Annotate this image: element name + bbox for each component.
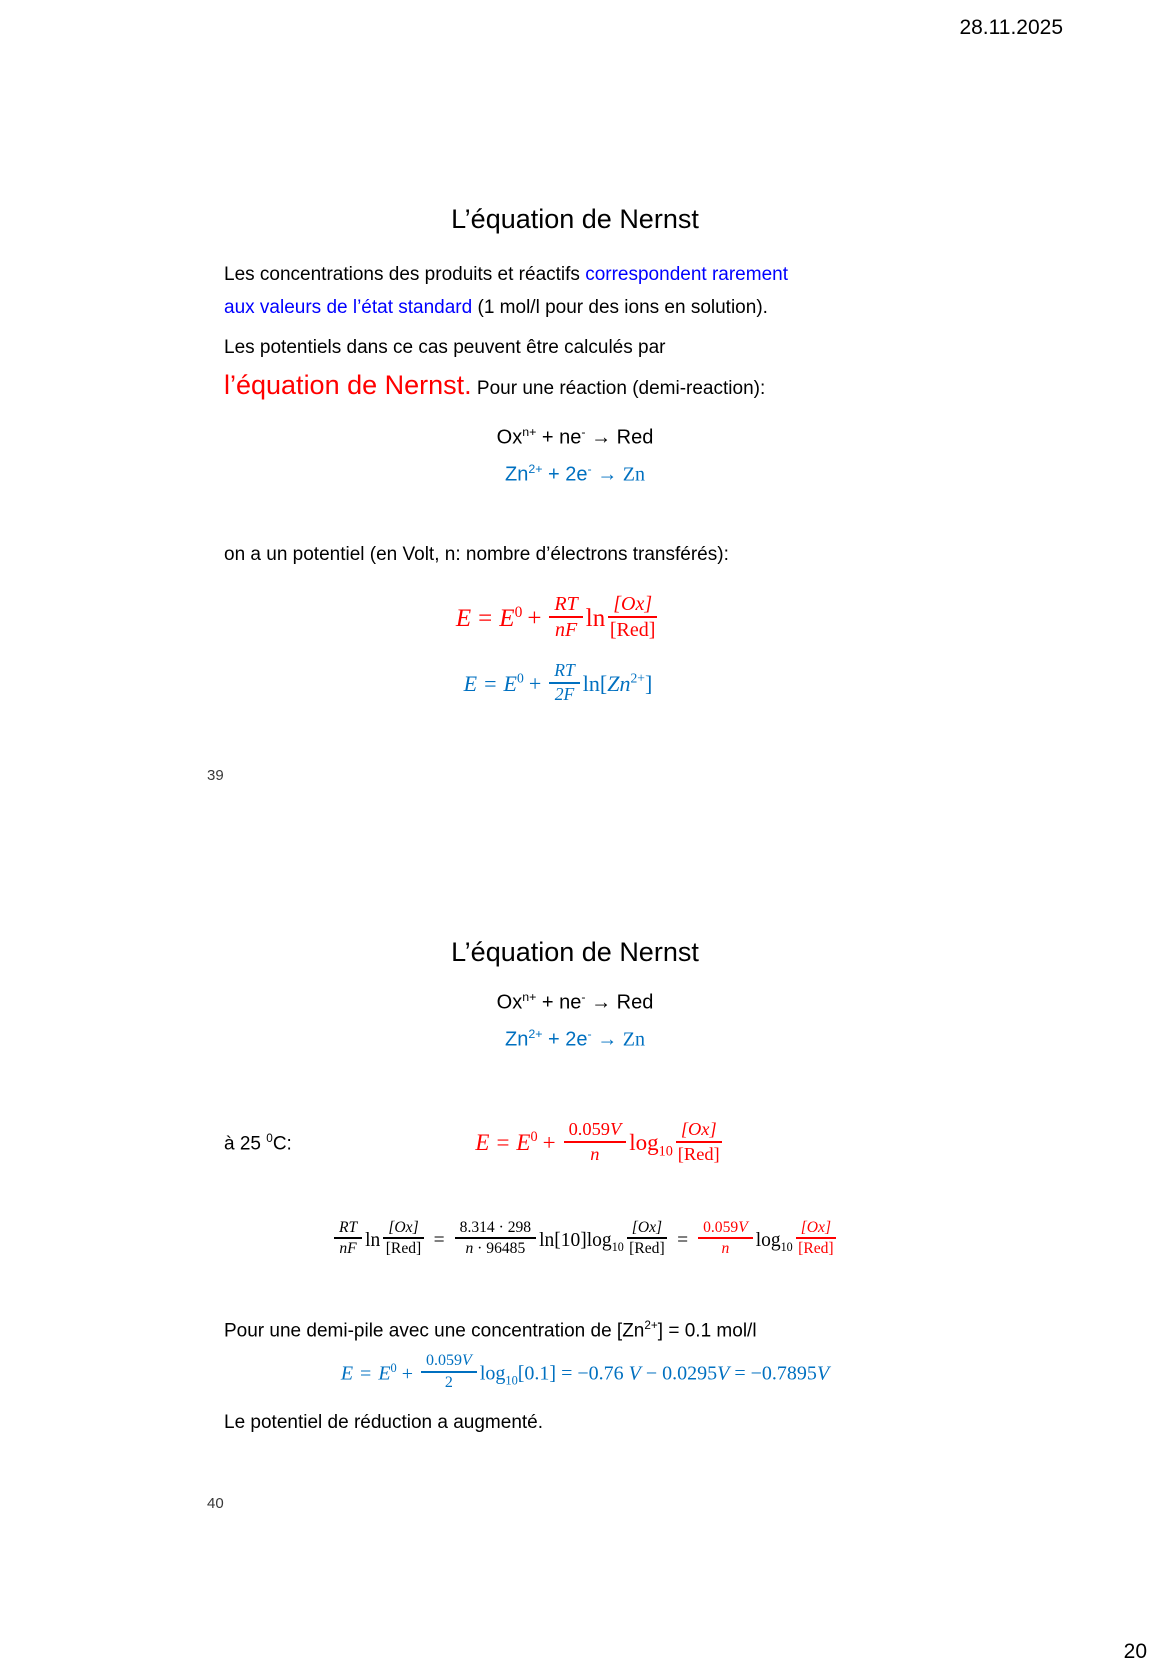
math-log: log <box>479 1362 506 1385</box>
math-log-base: 10 <box>505 1373 518 1388</box>
general-redox-reaction <box>195 989 955 1016</box>
fraction-denominator: 2 <box>444 1373 453 1391</box>
math-E0: E <box>516 1129 531 1155</box>
rxn-plus-ne: + ne <box>536 426 582 449</box>
number-faraday: · 96485 <box>473 1240 526 1258</box>
rxn-plus-2e: + 2e <box>542 463 588 486</box>
fraction-Ox-Red <box>608 593 657 642</box>
math-plus: + <box>528 670 542 696</box>
rxn-ox-superscript: n+ <box>522 990 537 1004</box>
math-plus: + <box>542 1129 556 1155</box>
rxn-zn-product: Zn <box>622 463 645 486</box>
unit-volt: V <box>816 1362 830 1385</box>
nernst-derivation <box>195 1219 975 1261</box>
fraction-denominator: [Red] <box>385 1240 422 1258</box>
fraction-constants <box>455 1219 536 1258</box>
halfcell-concentration-line <box>224 1318 757 1344</box>
fraction-denominator: [Red] <box>798 1240 834 1258</box>
math-E: E <box>455 605 472 633</box>
math-E0-exponent: 0 <box>514 603 523 621</box>
temperature-label <box>224 1131 292 1157</box>
math-log-base: 10 <box>780 1239 793 1254</box>
fraction-denominator: n <box>590 1143 600 1164</box>
math-close-bracket: ] <box>644 670 653 696</box>
fraction-denominator: n <box>721 1240 730 1258</box>
zinc-redox-reaction <box>195 1026 955 1053</box>
temp-text: à 25 <box>224 1133 267 1155</box>
slide-number-39: 39 <box>207 767 224 784</box>
slide2-title: L’équation de Nernst <box>451 937 699 967</box>
math-equals: = <box>677 1229 689 1251</box>
slide1-nernst-lead <box>224 368 765 403</box>
temp-degree-superscript: 0 <box>266 1132 273 1145</box>
number-0059: 0.059 <box>568 1119 610 1139</box>
calc-term-2: − 0.0295 <box>640 1362 718 1385</box>
fraction-denominator: nF <box>339 1240 357 1258</box>
math-log-base: 10 <box>658 1143 673 1160</box>
rxn-ox: Ox <box>496 991 523 1014</box>
math-E0-exponent: 0 <box>517 670 524 686</box>
rxn-electron-charge: - <box>587 462 592 476</box>
math-E: E <box>340 1362 354 1385</box>
fraction-0059V-n <box>698 1219 753 1258</box>
fraction-numerator: [Ox] <box>383 1219 423 1239</box>
fraction-numerator: RT <box>549 661 580 684</box>
math-E0-exponent: 0 <box>390 1360 397 1375</box>
rxn-arrow-red: → Red <box>585 991 654 1014</box>
intro-text-blue-2: aux valeurs de l’état standard <box>224 297 473 318</box>
unit-volt: V <box>628 1362 641 1385</box>
calc-term-3: = −0.7895 <box>729 1362 817 1385</box>
fraction-RT-2F <box>549 661 580 704</box>
rxn-arrow-red: → Red <box>585 426 654 449</box>
nernst-equation-25c <box>425 1119 775 1167</box>
slide1-intro-paragraph <box>224 258 924 324</box>
math-Zn: Zn <box>607 670 631 696</box>
date-header: 28.11.2025 <box>959 16 1063 39</box>
math-E0: E <box>378 1362 391 1385</box>
fraction-0059V-2 <box>421 1352 477 1392</box>
fraction-denominator <box>465 1239 525 1257</box>
number-0059: 0.059 <box>426 1352 463 1369</box>
fraction-denominator: [Red] <box>629 1240 665 1258</box>
math-plus: + <box>527 605 542 633</box>
math-n: n <box>465 1240 474 1258</box>
unit-volt: V <box>609 1119 622 1139</box>
math-equals: = <box>496 1129 510 1155</box>
unit-volt: V <box>717 1362 730 1385</box>
fraction-Ox-Red <box>627 1219 667 1258</box>
fraction-Ox-Red <box>796 1219 836 1258</box>
rxn-arrow: → <box>591 1028 623 1051</box>
fraction-numerator <box>564 1119 627 1143</box>
fraction-numerator: RT <box>334 1219 362 1239</box>
fraction-denominator: [Red] <box>609 619 656 642</box>
slide-number-40: 40 <box>207 1495 224 1512</box>
halfcell-text: Pour une demi-pile avec une concentration de [Zn <box>224 1320 645 1342</box>
math-plus: + <box>401 1362 414 1385</box>
math-E0: E <box>499 605 515 633</box>
fraction-numerator <box>421 1352 477 1373</box>
fraction-numerator: 8.314 · 298 <box>455 1219 536 1239</box>
fraction-denominator: nF <box>554 619 578 642</box>
math-E: E <box>475 1129 490 1155</box>
math-equals: = <box>478 605 493 633</box>
nernst-black-continuation: Pour une réaction (demi-reaction): <box>471 378 766 399</box>
calc-term-1: [0.1] = −0.76 <box>517 1362 629 1385</box>
fraction-RT-nF <box>334 1219 362 1258</box>
halfcell-value: ] = 0.1 mol/l <box>657 1320 757 1342</box>
rxn-ox-superscript: n+ <box>522 425 537 439</box>
fraction-numerator <box>698 1219 753 1239</box>
slide1-potential-line: on a un potentiel (en Volt, n: nombre d’électrons transférés): <box>224 544 729 565</box>
fraction-numerator: [Ox] <box>608 593 657 618</box>
rxn-electron-charge: - <box>587 1027 592 1041</box>
math-ln10-log: ln[10]log <box>539 1229 612 1251</box>
fraction-0059V-n <box>564 1119 627 1164</box>
rxn-plus-2e: + 2e <box>542 1028 588 1051</box>
halfcell-zn-superscript: 2+ <box>644 1319 658 1332</box>
nernst-equation-general <box>178 593 938 645</box>
math-log-base: 10 <box>611 1239 624 1254</box>
nernst-equation-zinc <box>178 660 938 707</box>
intro-text-blue-1: correspondent rarement <box>585 264 788 285</box>
math-log: log <box>755 1229 781 1251</box>
fraction-numerator: RT <box>549 593 582 618</box>
fraction-denominator: 2F <box>554 683 575 704</box>
intro-text-black-2: (1 mol/l pour des ions en solution). <box>472 297 768 318</box>
unit-volt: V <box>738 1219 748 1236</box>
math-equals: = <box>360 1362 372 1385</box>
fraction-numerator: [Ox] <box>676 1119 722 1143</box>
math-E0-exponent: 0 <box>530 1129 538 1146</box>
fraction-numerator: [Ox] <box>796 1219 836 1239</box>
zinc-redox-reaction <box>195 461 955 488</box>
math-E0: E <box>503 670 517 696</box>
math-equals: = <box>433 1229 445 1251</box>
slide2-conclusion: Le potentiel de réduction a augmenté. <box>224 1412 544 1433</box>
slide1-title: L’équation de Nernst <box>451 204 699 234</box>
rxn-plus-ne: + ne <box>536 991 582 1014</box>
math-log: log <box>629 1129 659 1155</box>
rxn-electron-charge: - <box>581 425 586 439</box>
math-Zn-superscript: 2+ <box>630 670 645 686</box>
math-ln: ln <box>585 605 606 633</box>
rxn-zn-superscript: 2+ <box>528 1027 543 1041</box>
slide1-line-potentiels: Les potentiels dans ce cas peuvent être calculés par <box>224 337 666 358</box>
page-number: 20 <box>1123 1640 1147 1663</box>
unit-volt: V <box>462 1352 472 1369</box>
nernst-calculation-zinc <box>195 1352 975 1395</box>
math-equals: = <box>484 670 497 696</box>
rxn-zn: Zn <box>504 1028 529 1051</box>
nernst-red-emphasis: l’équation de Nernst. <box>224 370 472 400</box>
fraction-denominator: [Red] <box>677 1143 720 1164</box>
fraction-numerator: [Ox] <box>627 1219 667 1239</box>
rxn-zn-product: Zn <box>622 1028 645 1051</box>
math-E: E <box>463 670 478 696</box>
rxn-zn: Zn <box>504 463 529 486</box>
intro-text-black: Les concentrations des produits et réactifs <box>224 264 586 285</box>
fraction-Ox-Red <box>383 1219 423 1258</box>
general-redox-reaction <box>195 424 955 451</box>
rxn-arrow: → <box>591 463 623 486</box>
temp-unit: C: <box>272 1133 292 1155</box>
rxn-electron-charge: - <box>581 990 586 1004</box>
fraction-Ox-Red <box>676 1119 722 1164</box>
rxn-ox: Ox <box>496 426 523 449</box>
rxn-zn-superscript: 2+ <box>528 462 543 476</box>
fraction-RT-nF <box>549 593 582 642</box>
math-ln: ln <box>365 1229 381 1251</box>
number-0059: 0.059 <box>703 1219 739 1236</box>
math-ln-bracket: ln[ <box>582 670 608 696</box>
